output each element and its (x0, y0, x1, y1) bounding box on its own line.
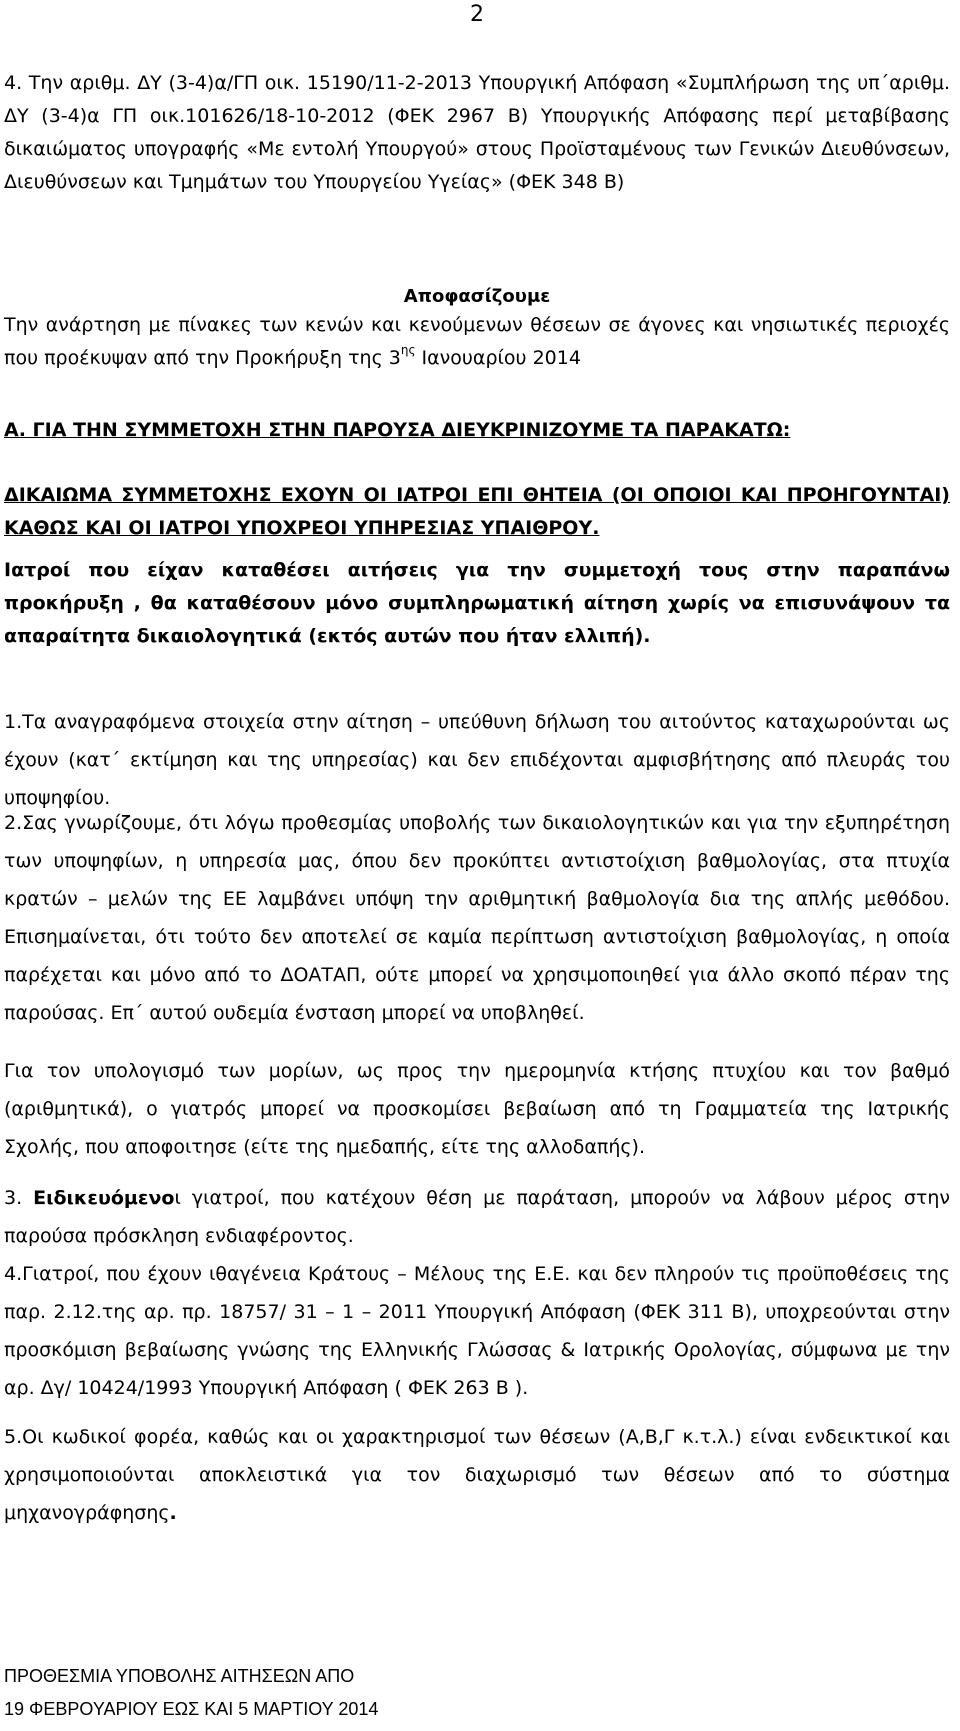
item-2-continued: Για τον υπολογισμό των μορίων, ως προς την ημερομηνία κτήσης πτυχίου και τον βαθμό (αριθμητικά), ο γιατρός μπορεί να προσκομίσει βεβαίωση από τη Γραμματεία της Ιατρικής Σχολής, που αποφοιτησε (είτε της ημεδαπής, είτε της αλλοδαπής). (4, 1060, 950, 1158)
item-1: 1.Τα αναγραφόμενα στοιχεία στην αίτηση – υπεύθυνη δήλωση του αιτούντος καταχωρούνται ως έχουν (κατ΄ εκτίμηση και της υπηρεσίας) και δεν επιδέχονται αμφισβήτησης από πλευράς του υποψηφίου. (4, 711, 950, 809)
item-5-main: 5.Οι κωδικοί φορέα, καθώς και οι χαρακτηρισμοί των θέσεων (Α,Β,Γ κ.τ.λ.) είναι ενδεικτικοί και χρησιμοποιούνται αποκλειστικά για τον διαχωρισμό των θέσεων από το σύστημα μηχανογράφησης (4, 1426, 950, 1524)
item-5-end: . (169, 1502, 177, 1524)
decision-text-date: Ιανουαρίου 2014 (415, 347, 581, 369)
item-2: 2.Σας γνωρίζουμε, ότι λόγω προθεσμίας υποβολής των δικαιολογητικών και για την εξυπηρέτηση των υποψηφίων, η υπηρεσία μας, όπου δεν προκύπτει αντιστοίχιση βαθμολογίας, στα πτυχία κρατών – μελών της ΕΕ λαμβάνει υπόψη την αριθμητική βαθμολογία δια της απλής μεθόδου. Επισημαίνεται, ότι τούτο δεν αποτελεί σε καμία περίπτωση αντιστοίχιση βαθμολογίας, η οποία παρέχεται και μόνο από το ΔΟΑΤΑΠ, ούτε μπορεί να χρησιμοποιηθεί για άλλο σκοπό πέραν της παρούσας. Επ΄ αυτού ουδεμία ένσταση μπορεί να υποβληθεί. (4, 812, 950, 1024)
section-a-rights-text: ΔΙΚΑΙΩΜΑ ΣΥΜΜΕΤΟΧΗΣ ΕΧΟΥΝ ΟΙ ΙΑΤΡΟΙ ΕΠΙ ΘΗΤΕΙΑ (ΟΙ ΟΠΟΙΟΙ ΚΑΙ ΠΡΟΗΓΟΥΝΤΑΙ) ΚΑΘΩΣ ΚΑΙ ΟΙ ΙΑΤΡΟΙ ΥΠΟΧΡΕΟΙ ΥΠΗΡΕΣΙΑΣ ΥΠΑΙΘΡΟΥ. (4, 484, 950, 539)
intro-item-4: 4. Την αριθμ. ΔΥ (3-4)α/ΓΠ οικ. 15190/11-2-2013 Υπουργική Απόφαση «Συμπλήρωση της υπ΄αριθμ. ΔΥ (3-4)α ΓΠ οικ.101626/18-10-2012 (ΦΕΚ 2967 Β) Υπουργικής Απόφασης περί μεταβίβασης δικαιώματος υπογραφής «Με εντολή Υπουργού» στους Προϊσταμένους των Γενικών Διευθύνσεων, Διευθύνσεων και Τμημάτων του Υπουργείου Υγείας» (ΦΕΚ 348 Β) (4, 72, 950, 193)
section-a-rights (4, 479, 950, 545)
item-3-rest: ι γιατροί, που κατέχουν θέση με παράταση, μπορούν να λάβουν μέρος στην παρούσα πρόσκληση ενδιαφέροντος. (4, 1187, 950, 1247)
footer-deadline-line-1: ΠΡΟΘΕΣΜΙΑ ΥΠΟΒΟΛΗΣ ΑΙΤΗΣΕΩΝ ΑΠΟ (4, 1666, 355, 1686)
decision-text (4, 309, 950, 375)
decision-sup: ης (400, 343, 416, 357)
item-4: 4.Γιατροί, που έχουν ιθαγένεια Κράτους – Μέλους της Ε.Ε. και δεν πληρούν τις προϋποθέσεις της παρ. 2.12.της αρ. πρ. 18757/ 31 – 1 – 2011 Υπουργική Απόφαση (ΦΕΚ 311 Β), υποχρεούνται στην προσκόμιση βεβαίωσης γνώσης της Ελληνικής Γλώσσας & Ιατρικής Ορολογίας, σύμφωνα με την αρ. Δγ/ 10424/1993 Υπουργική Απόφαση ( ΦΕΚ 263 Β ). (4, 1263, 950, 1399)
item-3-number: 3. (4, 1187, 34, 1209)
item-3 (4, 1179, 950, 1255)
page-number: 2 (470, 2, 484, 27)
item-3-bold: Ειδικευόμενο (33, 1187, 175, 1209)
decision-text-main: Την ανάρτηση με πίνακες των κενών και κενούμενων θέσεων σε άγονες και νησιωτικές περιοχές που προέκυψαν από την Προκήρυξη της 3 (4, 314, 950, 369)
decision-heading: Αποφασίζουμε (403, 286, 551, 307)
section-a-title: Α. ΓΙΑ ΤΗΝ ΣΥΜΜΕΤΟΧΗ ΣΤΗΝ ΠΑΡΟΥΣΑ ΔΙΕΥΚΡΙΝΙΖΟΥΜΕ ΤΑ ΠΑΡΑΚΑΤΩ: (4, 419, 791, 441)
item-5 (4, 1418, 950, 1532)
footer-deadline-line-2: 19 ΦΕΒΡΟΥΑΡΙΟΥ ΕΩΣ ΚΑΙ 5 ΜΑΡΤΙΟΥ 2014 (4, 1699, 379, 1719)
doctors-note: Ιατροί που είχαν καταθέσει αιτήσεις για την συμμετοχή τους στην παραπάνω προκήρυξη , θα καταθέσουν μόνο συμπληρωματική αίτηση χωρίς να επισυνάψουν τα απαραίτητα δικαιολογητικά (εκτός αυτών που ήταν ελλιπή). (4, 559, 950, 647)
